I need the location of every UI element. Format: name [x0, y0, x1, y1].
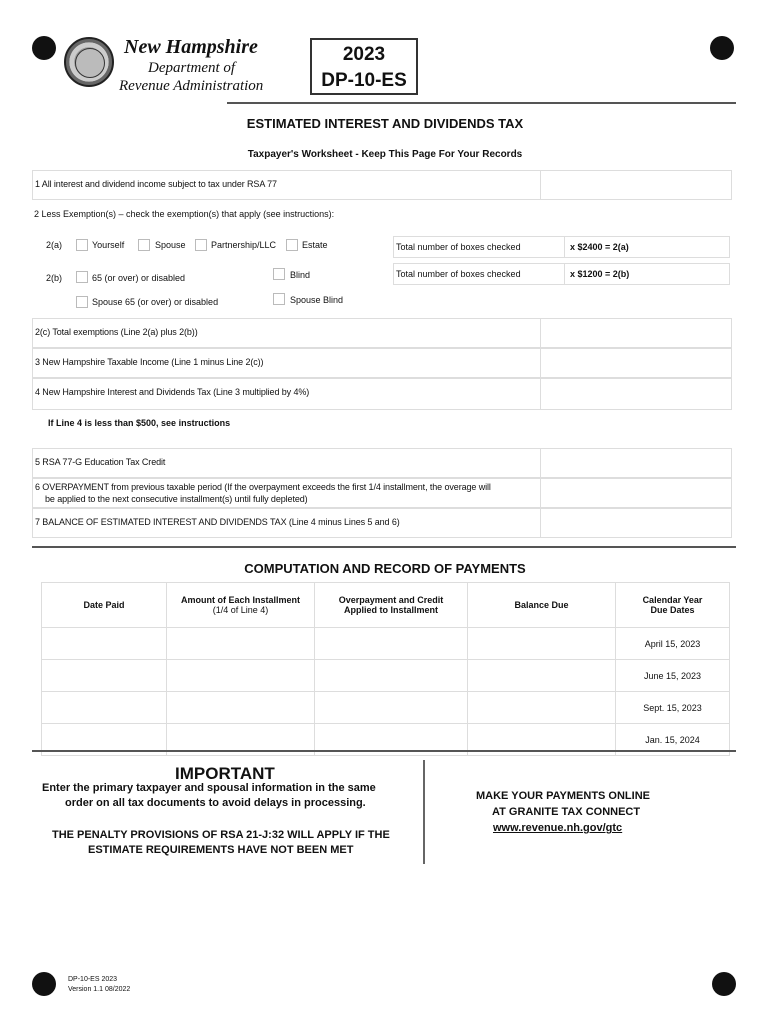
line-4-row	[32, 378, 732, 410]
line-7-row	[32, 508, 732, 538]
overpayment-cell[interactable]	[315, 628, 468, 660]
date-paid-cell[interactable]	[42, 692, 167, 724]
total-boxes-label-b: Total number of boxes checked	[396, 269, 521, 279]
partnership-checkbox[interactable]	[195, 239, 207, 251]
line-3-field[interactable]	[540, 349, 731, 377]
footer-form-id: DP-10-ES 2023	[68, 976, 118, 983]
vertical-divider	[423, 760, 425, 864]
form-year: 2023	[342, 44, 386, 65]
blind-label: Blind	[290, 270, 311, 280]
spouse65-checkbox[interactable]	[76, 296, 88, 308]
online-text-1: MAKE YOUR PAYMENTS ONLINE	[476, 790, 650, 802]
line-6-field[interactable]	[540, 479, 731, 507]
due-date-cell: June 15, 2023	[616, 660, 730, 692]
header-balance-due: Balance Due	[468, 583, 616, 628]
corner-mark-top-right	[710, 36, 734, 60]
line-4-note: If Line 4 is less than $500, see instructions	[48, 418, 231, 428]
line-7-label: 7 BALANCE OF ESTIMATED INTEREST AND DIVIDENDS TAX (Line 4 minus Lines 5 and 6)	[35, 517, 400, 527]
table-row	[42, 660, 730, 692]
spouse-blind-label: Spouse Blind	[290, 295, 344, 305]
table-row	[42, 692, 730, 724]
state-name: New Hampshire	[124, 36, 258, 58]
line-2a-label: 2(a)	[46, 240, 63, 250]
date-paid-cell[interactable]	[42, 660, 167, 692]
line-2a-field[interactable]	[564, 237, 565, 257]
line-4-field[interactable]	[540, 379, 731, 409]
form-id-box	[310, 38, 418, 95]
multiplier-a: x $2400 = 2(a)	[570, 242, 629, 252]
line-3-label: 3 New Hampshire Taxable Income (Line 1 minus Line 2(c))	[35, 357, 264, 367]
department-line-1: Department of	[148, 60, 236, 76]
line-5-field[interactable]	[540, 449, 731, 477]
line-2b-total	[393, 263, 730, 285]
due-date-cell: Sept. 15, 2023	[616, 692, 730, 724]
header-divider	[227, 102, 736, 104]
form-id: DP-10-ES	[321, 70, 407, 91]
payments-title: COMPUTATION AND RECORD OF PAYMENTS	[244, 561, 526, 576]
table-bottom-divider	[32, 750, 736, 752]
overpayment-cell[interactable]	[315, 660, 468, 692]
important-text-2: order on all tax documents to avoid delays in processing.	[65, 797, 366, 809]
line-2c-field[interactable]	[540, 319, 731, 347]
corner-mark-bottom-right	[712, 972, 736, 996]
footer-version: Version 1.1 08/2022	[68, 986, 131, 993]
line-7-field[interactable]	[540, 509, 731, 537]
line-4-label: 4 New Hampshire Interest and Dividends Tax (Line 3 multiplied by 4%)	[35, 387, 310, 397]
spouse65-label: Spouse 65 (or over) or disabled	[92, 297, 219, 307]
estate-label: Estate	[302, 240, 328, 250]
penalty-text-2: ESTIMATE REQUIREMENTS HAVE NOT BEEN MET	[88, 844, 354, 856]
spouse-blind-checkbox[interactable]	[273, 293, 285, 305]
line-2a-total	[393, 236, 730, 258]
important-heading: IMPORTANT	[175, 764, 275, 783]
header-amount: Amount of Each Installment (1/4 of Line 4)	[167, 583, 315, 628]
important-text-1: Enter the primary taxpayer and spousal information in the same	[42, 782, 376, 794]
section-divider	[32, 546, 736, 548]
overpayment-cell[interactable]	[315, 692, 468, 724]
balance-cell[interactable]	[468, 628, 616, 660]
balance-cell[interactable]	[468, 692, 616, 724]
yourself-checkbox[interactable]	[76, 239, 88, 251]
estate-checkbox[interactable]	[286, 239, 298, 251]
line-2b-label: 2(b)	[46, 273, 63, 283]
line-1-label: 1 All interest and dividend income subject to tax under RSA 77	[35, 179, 277, 189]
corner-mark-top-left	[32, 36, 56, 60]
multiplier-b: x $1200 = 2(b)	[570, 269, 630, 279]
table-row	[42, 628, 730, 660]
gtc-link[interactable]: www.revenue.nh.gov/gtc	[493, 822, 623, 834]
line-6-label-cont: be applied to the next consecutive installment(s) until fully depleted)	[45, 494, 308, 504]
line-5-row	[32, 448, 732, 478]
department-line-2: Revenue Administration	[119, 78, 264, 94]
due-date-cell: Jan. 15, 2024	[616, 724, 730, 756]
line-2c-label: 2(c) Total exemptions (Line 2(a) plus 2(b))	[35, 327, 198, 337]
blind-checkbox[interactable]	[273, 268, 285, 280]
line-6-label: 6 OVERPAYMENT from previous taxable period (If the overpayment exceeds the first 1/4 installment, the overage will	[35, 482, 491, 492]
total-boxes-label-a: Total number of boxes checked	[396, 242, 521, 252]
amount-cell[interactable]	[167, 692, 315, 724]
line-3-row	[32, 348, 732, 378]
line-1-field[interactable]	[540, 171, 731, 199]
header-due-dates: Calendar Year Due Dates	[616, 583, 730, 628]
header-overpayment: Overpayment and Credit Applied to Installment	[315, 583, 468, 628]
date-paid-cell[interactable]	[42, 628, 167, 660]
form-subtitle: Taxpayer's Worksheet - Keep This Page For Your Records	[247, 149, 523, 160]
line-2-label: 2 Less Exemption(s) – check the exemption(s) that apply (see instructions):	[34, 209, 335, 219]
due-date-cell: April 15, 2023	[616, 628, 730, 660]
partnership-label: Partnership/LLC	[211, 240, 277, 250]
header-date-paid: Date Paid	[42, 583, 167, 628]
form-title: ESTIMATED INTEREST AND DIVIDENDS TAX	[246, 116, 524, 131]
spouse-checkbox[interactable]	[138, 239, 150, 251]
line-2b-field[interactable]	[564, 264, 565, 284]
age65-label: 65 (or over) or disabled	[92, 273, 186, 283]
amount-cell[interactable]	[167, 660, 315, 692]
spouse-label: Spouse	[155, 240, 186, 250]
state-seal-logo	[64, 37, 114, 87]
line-1-row	[32, 170, 732, 200]
payments-table	[41, 582, 730, 756]
line-5-label: 5 RSA 77-G Education Tax Credit	[35, 457, 166, 467]
line-6-row	[32, 478, 732, 508]
line-2c-row	[32, 318, 732, 348]
amount-cell[interactable]	[167, 628, 315, 660]
balance-cell[interactable]	[468, 660, 616, 692]
age65-checkbox[interactable]	[76, 271, 88, 283]
online-text-2: AT GRANITE TAX CONNECT	[492, 806, 641, 818]
corner-mark-bottom-left	[32, 972, 56, 996]
penalty-text-1: THE PENALTY PROVISIONS OF RSA 21-J:32 WILL APPLY IF THE	[52, 829, 390, 841]
yourself-label: Yourself	[92, 240, 125, 250]
